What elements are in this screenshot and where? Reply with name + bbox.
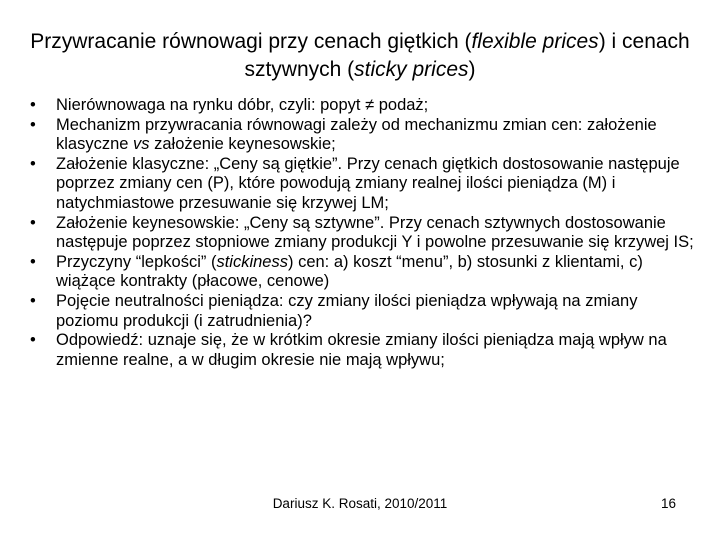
bullet-dot: • xyxy=(30,331,36,350)
bullet-text: ) cen: a) koszt “menu”, b) stosunki z klientami, c) wiążące kontrakty (płacowe, cenowe) xyxy=(56,252,643,291)
bullet-item xyxy=(30,331,700,370)
bullet-text: Nierównowaga na rynku dóbr, czyli: popyt ≠ podaż; xyxy=(56,96,429,114)
bullet-italic: stickiness xyxy=(216,252,288,271)
bullet-text: Przyczyny “lepkości” ( xyxy=(56,252,217,271)
bullet-item xyxy=(30,292,700,331)
bullet-italic: vs xyxy=(133,135,150,154)
title-text-3: ) xyxy=(468,58,476,81)
title-italic-2: sticky prices xyxy=(354,58,469,81)
bullet-text: Pojęcie neutralności pieniądza: czy zmiany ilości pieniądza wpływają na zmiany poziomu produkcji (i zatrudnienia)? xyxy=(56,291,638,330)
bullet-item xyxy=(30,253,700,292)
bullet-item xyxy=(30,96,700,116)
title-italic-1: flexible prices xyxy=(471,30,599,53)
bullet-dot: • xyxy=(30,154,36,173)
bullet-text: Założenie klasyczne: „Ceny są giętkie”. Przy cenach giętkich dostosowanie następuje poprzez zmiany cen (P), które powodują zmiany realnej ilości pieniądza (M) i natychmiastowe przesuwanie się krzywej LM; xyxy=(56,154,680,212)
bullet-text: Założenie keynesowskie: „Ceny są sztywne”. Przy cenach sztywnych dostosowanie następuje poprzez stopniowe zmiany produkcji Y i powolne przesuwanie się krzywej IS; xyxy=(56,213,694,252)
bullet-item xyxy=(30,214,700,253)
bullet-text: założenie keynesowskie; xyxy=(149,135,336,154)
slide-title xyxy=(30,28,690,84)
bullet-item xyxy=(30,155,700,214)
title-text-2: ) i cenach sztywnych ( xyxy=(244,30,690,81)
bullet-list xyxy=(30,96,700,370)
bullet-dot: • xyxy=(30,213,36,232)
bullet-text: Odpowiedź: uznaje się, że w krótkim okresie zmiany ilości pieniądza mają wpływ na zmienne realne, a w długim okresie nie mają wpływu; xyxy=(56,331,667,369)
bullet-dot: • xyxy=(30,115,36,134)
title-text-1: Przywracanie równowagi przy cenach giętkich ( xyxy=(30,30,472,53)
bullet-text: Mechanizm przywracania równowagi zależy od mechanizmu zmian cen: założenie klasyczne xyxy=(56,115,657,154)
bullet-dot: • xyxy=(30,96,36,114)
footer-author: Dariusz K. Rosati, 2010/2011 xyxy=(272,496,448,511)
bullet-dot: • xyxy=(30,291,36,310)
bullet-dot: • xyxy=(30,252,36,271)
page-number: 16 xyxy=(660,496,676,511)
bullet-item xyxy=(30,116,700,155)
